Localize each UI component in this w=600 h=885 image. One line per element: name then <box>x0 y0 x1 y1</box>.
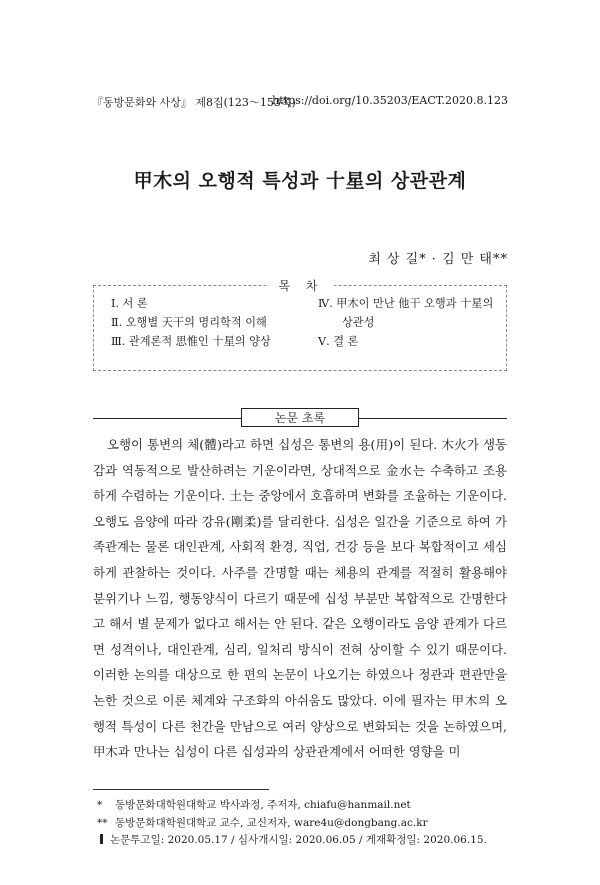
toc-item-5: Ⅴ. 결 론 <box>318 335 359 348</box>
toc-title: 목 차 <box>94 277 508 294</box>
abstract-rule-right <box>359 418 507 419</box>
footnotes <box>97 797 487 850</box>
abstract-heading <box>93 408 507 428</box>
paper-title: 甲木의 오행적 특성과 十星의 상관관계 <box>133 170 467 192</box>
journal-citation: 『동방문화와 사상』 제8집(123〜153쪽) <box>92 96 296 109</box>
footnote-divider <box>93 789 269 790</box>
abstract-paragraph: 오행이 통변의 체(體)라고 하면 십성은 통변의 용(用)이 된다. 木火가 생동감과 역동적으로 발산하려는 기운이라면, 상대적으로 金水는 수축하고 조용하게 수렴하는 기운이다. 土는 중앙에서 호흡하며 변화를 조율하는 기운이다. 오행도 음양에 따라 강유(剛柔)를 달리한다. 십성은 일간을 기준으로 하여 가족관계는 물론 대인관계, 사회적 환경, 직업, 건강 등을 보다 복합적이고 세심하게 관찰하는 것이다. 사주를 간명할 때는 체용의 관계를 적절히 활용해야 분위기나 느낌, 행동양식이 다르기 때문에 십성 부분만 복합적으로 간명한다고 해서 별 문제가 없다고 해서는 안 된다. 같은 오행이라도 음양 관계가 다르면 성격이나, 대인관계, 심리, 일처리 방식이 전혀 상이할 수 있기 때문이다. 이러한 논의를 대상으로 한 편의 논문이 나오기는 하였으나 정관과 편관만을 논한 것으로 이론 체계와 구조화의 아쉬움도 많았다. 이에 필자는 甲木의 오행적 특성이 다른 천간을 만남으로 여러 양상으로 변화되는 것을 논하였으며, 甲木과 만나는 십성이 다른 십성과의 상관관계에서 어떠한 영향을 미 <box>93 437 507 760</box>
toc-left-column <box>111 294 271 351</box>
abstract-rule-left <box>93 418 241 419</box>
abstract-body <box>93 432 507 765</box>
toc-item-4-continued: 상관성 <box>342 316 375 329</box>
toc-item-1: Ⅰ. 서 론 <box>111 297 148 310</box>
doi-link[interactable]: https://doi.org/10.35203/EACT.2020.8.123 <box>272 94 508 107</box>
toc-item-4: Ⅳ. 甲木이 만난 他干 오행과 十星의 <box>318 297 494 310</box>
toc-right-column <box>318 294 493 351</box>
toc-item-2: Ⅱ. 오행별 天干의 명리학적 이해 <box>111 316 267 329</box>
footnote-second-author: ** 동방문화대학원대학교 교수, 교신저자, ware4u@dongbang.ac.kr <box>97 816 428 829</box>
abstract-label: 논문 초록 <box>241 408 359 427</box>
toc-item-3: Ⅲ. 관계론적 思惟인 十星의 양상 <box>111 335 271 348</box>
author-line: 최 상 길* · 김 만 태** <box>368 252 508 267</box>
footnote-first-author: * 동방문화대학원대학교 박사과정, 주저자, chiafu@hanmail.net <box>97 799 411 811</box>
footnote-dates: 논문투고일: 2020.05.17 / 심사개시일: 2020.06.05 / 게재확정일: 2020.06.15. <box>97 832 487 850</box>
table-of-contents <box>93 279 507 371</box>
footnote-bar-marker <box>100 834 103 844</box>
running-header <box>92 94 508 110</box>
